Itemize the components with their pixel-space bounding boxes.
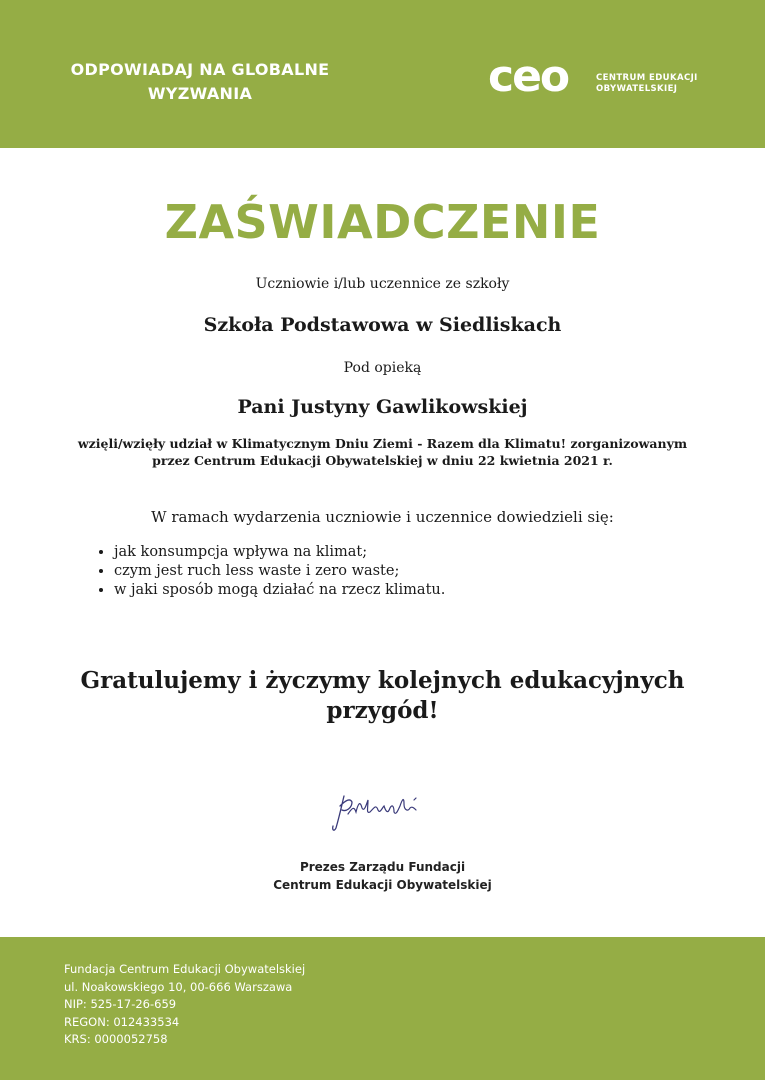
logo-text-line: OBYWATELSKIEJ [596, 84, 678, 94]
slogan-line: WYZWANIA [147, 84, 253, 103]
slogan-line: ODPOWIADAJ NA GLOBALNE [70, 60, 330, 79]
foundation-nip: NIP: 525-17-26-659 [64, 997, 177, 1011]
logo-text-line: CENTRUM EDUKACJI [596, 73, 698, 83]
signatory-line: Prezes Zarządu Fundacji [299, 860, 466, 874]
learned-intro: W ramach wydarzenia uczniowie i uczennice dowiedzieli się: [151, 508, 614, 526]
foundation-details [64, 961, 305, 1049]
handwritten-signature [330, 786, 426, 836]
signatory-line: Centrum Edukacji Obywatelskiej [273, 878, 492, 892]
congratulations [40, 666, 725, 726]
foundation-address: ul. Noakowskiego 10, 00-666 Warszawa [64, 979, 293, 994]
foundation-krs: KRS: 0000052758 [64, 1032, 168, 1046]
foundation-name: Fundacja Centrum Edukacji Obywatelskiej [64, 962, 306, 976]
school-name: Szkoła Podstawowa w Siedliskach [203, 314, 562, 336]
participation-line: wzięli/wzięły udział w Klimatycznym Dniu Ziemi - Razem dla Klimatu! zorganizowanym [77, 436, 688, 451]
congrats-line: Gratulujemy i życzymy kolejnych edukacyjnych [80, 667, 685, 694]
participation-line: przez Centrum Edukacji Obywatelskiej w dniu 22 kwietnia 2021 r. [152, 453, 613, 468]
logo-text [596, 73, 698, 95]
certificate-title: ZAŚWIADCZENIE [164, 195, 601, 249]
foundation-regon: REGON: 012433534 [64, 1014, 180, 1029]
footer-banner [0, 937, 765, 1080]
slogan [40, 58, 360, 106]
list-item: • jak konsumpcja wpływa na klimat; [114, 543, 445, 562]
learned-list [96, 543, 445, 600]
ceo-logo [488, 56, 588, 98]
list-item: • czym jest ruch less waste i zero waste; [114, 562, 445, 581]
care-label: Pod opieką [343, 360, 422, 376]
logo-letters: ceo [488, 56, 569, 98]
intro-text: Uczniowie i/lub uczennice ze szkoły [255, 276, 510, 292]
list-item: • w jaki sposób mogą działać na rzecz klimatu. [114, 581, 445, 600]
participation-text [40, 435, 725, 469]
header-banner [0, 0, 765, 148]
signatory-role [0, 858, 765, 894]
congrats-line: przygód! [326, 697, 439, 724]
teacher-name: Pani Justyny Gawlikowskiej [237, 396, 528, 418]
